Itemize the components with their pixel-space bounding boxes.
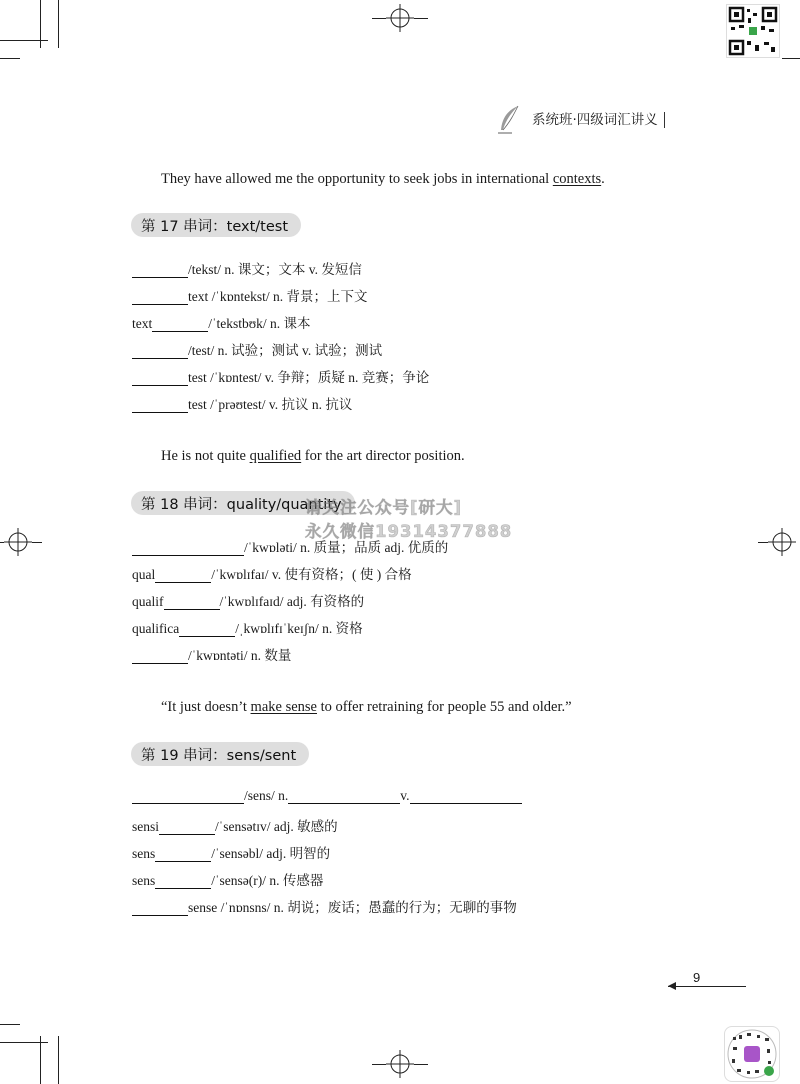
fill-blank[interactable] [155, 848, 211, 862]
fill-blank[interactable] [288, 790, 400, 804]
fill-blank[interactable] [152, 318, 208, 332]
fill-blank[interactable] [132, 650, 188, 664]
vocab-definition: /test/ n. 试验；测试 v. 试验；测试 [188, 343, 383, 358]
fill-blank[interactable] [132, 264, 188, 278]
sentence-text: for the art director position. [301, 448, 465, 464]
vocab-line [132, 896, 517, 916]
vocab-definition: sense /ˈnɒnsns/ n. 胡说；废话；愚蠢的行为；无聊的事物 [188, 900, 517, 915]
vocab-definition: /sens/ n. [244, 788, 289, 803]
fill-blank[interactable] [159, 821, 215, 835]
crop-mark [372, 18, 386, 19]
vocab-line [132, 339, 382, 359]
crop-mark [40, 1036, 41, 1084]
vocab-definition: /ˈkwɒntəti/ n. 数量 [188, 648, 292, 663]
vocab-line [132, 869, 323, 889]
vocab-definition: test /ˈprəʊtest/ v. 抗议 n. 抗议 [188, 397, 353, 412]
page-rule [668, 986, 746, 987]
header-title: 系统班·四级词汇讲义 [532, 112, 665, 128]
vocab-definition: text /ˈkɒntekst/ n. 背景；上下文 [188, 289, 368, 304]
registration-mark [4, 528, 32, 556]
registration-mark [768, 528, 796, 556]
fill-blank[interactable] [132, 291, 188, 305]
example-sentence [161, 448, 465, 465]
section-heading [131, 742, 309, 766]
vocab-definition: /ˈsensə(r)/ n. 传感器 [211, 873, 324, 888]
fill-blank[interactable] [155, 569, 211, 583]
fill-blank[interactable] [132, 372, 188, 386]
fill-blank[interactable] [164, 596, 220, 610]
fill-blank[interactable] [410, 790, 522, 804]
word-prefix: qualifica [132, 621, 180, 636]
section-title: 第 17 串词：text/test [141, 218, 289, 235]
crop-mark [32, 542, 42, 543]
sentence-text: “It just doesn’t [161, 699, 251, 715]
section-heading [131, 213, 301, 237]
example-sentence [161, 171, 605, 188]
word-prefix: qualif [132, 594, 164, 609]
vocab-line [132, 788, 522, 804]
crop-mark [0, 58, 20, 59]
vocab-definition: /ˈtekstbʊk/ n. 课本 [208, 316, 311, 331]
vocab-line [132, 393, 352, 413]
crop-mark [0, 1042, 48, 1043]
vocab-line [132, 366, 429, 386]
underlined-word: qualified [249, 448, 302, 464]
crop-mark [782, 58, 800, 59]
page-header [496, 104, 665, 136]
vocab-definition: /ˈkwɒlɪfaɪ/ v. 使有资格；( 使 ) 合格 [211, 567, 412, 582]
vocab-line [132, 617, 363, 637]
vocab-line [132, 563, 412, 583]
vocab-line [132, 815, 338, 835]
example-sentence [161, 699, 572, 716]
vocab-line [132, 285, 368, 305]
vocab-definition: /ˌkwɒlɪfɪˈkeɪʃn/ n. 资格 [235, 621, 363, 636]
crop-mark [414, 1064, 428, 1065]
sentence-text: They have allowed me the opportunity to seek jobs in international [161, 171, 553, 187]
fill-blank[interactable] [179, 623, 235, 637]
vocab-definition: /ˈkwɒləti/ n. 质量；品质 adj. 优质的 [244, 540, 449, 555]
fill-blank[interactable] [132, 790, 244, 804]
vocab-definition: v. [400, 788, 410, 803]
fill-blank[interactable] [155, 875, 211, 889]
sentence-text: He is not quite [161, 448, 250, 464]
section-title: 第 18 串词：quality/quantity [141, 496, 342, 513]
watermark [305, 496, 512, 544]
vocab-definition: test /ˈkɒntest/ v. 争辩；质疑 n. 竞赛；争论 [188, 370, 430, 385]
quill-icon [496, 104, 522, 136]
vocab-line [132, 590, 364, 610]
crop-mark [58, 0, 59, 48]
watermark-line: 永久微信19314377888 [305, 522, 513, 541]
underlined-word: make sense [250, 699, 317, 715]
crop-mark [0, 40, 48, 41]
crop-mark [58, 1036, 59, 1084]
sentence-text: . [601, 171, 605, 187]
sentence-text: to offer retraining for people 55 and older.” [316, 699, 572, 715]
word-prefix: sens [132, 846, 156, 861]
qr-code-icon [724, 1026, 780, 1082]
vocab-definition: /ˈkwɒlɪfaɪd/ adj. 有资格的 [219, 594, 365, 609]
qr-code-icon [726, 4, 780, 58]
fill-blank[interactable] [132, 345, 188, 359]
crop-mark [758, 542, 768, 543]
crop-mark [414, 18, 428, 19]
fill-blank[interactable] [132, 399, 188, 413]
vocab-definition: /tekst/ n. 课文；文本 v. 发短信 [188, 262, 362, 277]
word-prefix: sensi [132, 819, 159, 834]
page-number: 9 [693, 970, 701, 985]
vocab-definition: /ˈsensətɪv/ adj. 敏感的 [215, 819, 338, 834]
word-prefix: text [132, 316, 153, 331]
fill-blank[interactable] [132, 902, 188, 916]
underlined-word: contexts [552, 171, 602, 187]
crop-mark [372, 1064, 386, 1065]
fill-blank[interactable] [132, 542, 244, 556]
word-prefix: qual [132, 567, 156, 582]
vocab-line [132, 312, 311, 332]
vocab-line [132, 644, 291, 664]
crop-mark [0, 1024, 20, 1025]
crop-mark [0, 542, 4, 543]
word-prefix: sens [132, 873, 156, 888]
section-title: 第 19 串词：sens/sent [141, 747, 297, 764]
watermark-line: 请关注公众号[研大] [305, 498, 463, 517]
registration-mark [386, 1050, 414, 1078]
registration-mark [386, 4, 414, 32]
vocab-line [132, 258, 362, 278]
vocab-line [132, 842, 330, 862]
vocab-definition: /ˈsensəbl/ adj. 明智的 [211, 846, 331, 861]
